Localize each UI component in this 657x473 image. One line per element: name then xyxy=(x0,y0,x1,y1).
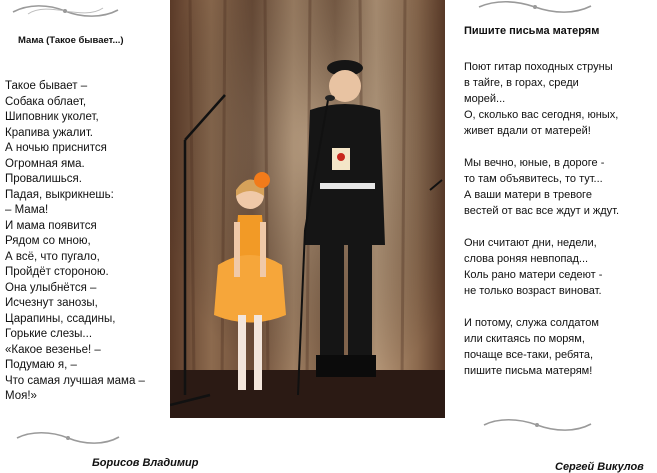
poem-line: Падая, выкрикнешь: xyxy=(5,188,114,201)
stage-photo-icon xyxy=(170,0,445,418)
flourish-ornament-icon xyxy=(13,431,123,445)
poem-line: О, сколько вас сегодня, юных, xyxy=(464,109,619,121)
poem-lines xyxy=(464,59,619,379)
poem-line: Мы вечно, юные, в дороге - xyxy=(464,157,605,169)
poem-lines xyxy=(5,79,145,405)
poem-line: Такое бывает – xyxy=(5,80,88,92)
poem-line: «Какое везенье! – xyxy=(5,343,101,356)
poem-line: Огромная яма. xyxy=(5,157,85,170)
poem-line: не только возраст виноват. xyxy=(464,285,602,297)
stanza-gap xyxy=(464,139,619,155)
poem-line: Что самая лучшая мама – xyxy=(5,374,145,387)
poem-title: Пишите письма матерям xyxy=(464,25,600,37)
poem-line: Пройдёт стороною. xyxy=(5,266,109,278)
poem-line: пишите письма матерям! xyxy=(464,365,593,377)
flourish-ornament-icon xyxy=(480,418,595,432)
poem-line: И мама появится xyxy=(5,219,97,232)
poem-line: Подумаю я, – xyxy=(5,359,77,371)
poem-line: А ночью приснится xyxy=(5,142,107,154)
poem-line: Исчезнут занозы, xyxy=(5,297,98,309)
poem-line: А всё, что пугало, xyxy=(5,250,100,263)
poem-line: Крапива ужалит. xyxy=(5,126,94,139)
stanza-gap xyxy=(464,219,619,235)
stanza-gap xyxy=(464,299,619,315)
poem-line: И потому, служа солдатом xyxy=(464,317,599,329)
poem-line: Рядом со мною, xyxy=(5,235,91,247)
poem-line: Горькие слезы... xyxy=(5,328,93,340)
poem-title: Мама (Такое бывает...) xyxy=(18,35,124,46)
poem-line: вестей от вас все ждут и ждут. xyxy=(464,205,620,217)
poem-line: А ваши матери в тревоге xyxy=(464,189,592,201)
poem-line: то там объявитесь, то тут... xyxy=(464,173,603,185)
poem-line: живет вдали от матерей! xyxy=(464,125,591,137)
poem-author: Борисов Владимир xyxy=(92,457,199,469)
poem-line: в тайге, в горах, среди xyxy=(464,77,579,89)
poem-line: Поют гитар походных струны xyxy=(464,61,613,73)
poem-line: Шиповник уколет, xyxy=(5,111,99,123)
poem-line: – Мама! xyxy=(5,204,49,216)
poem-line: Царапины, ссадины, xyxy=(5,312,116,325)
left-poem-column xyxy=(0,0,199,471)
poem-line: Коль рано матери седеют - xyxy=(464,269,603,281)
poem-line: Она улыбнётся – xyxy=(5,281,97,294)
stage-photo xyxy=(170,0,445,418)
poem-line: Моя!» xyxy=(5,390,37,402)
flourish-ornament-icon xyxy=(8,3,123,19)
poem-line: или скитаясь по морям, xyxy=(464,333,585,345)
poem-line: слова роняя невпопад... xyxy=(464,253,589,265)
poem-line: Провалишься. xyxy=(5,173,82,185)
poem-author: Сергей Викулов xyxy=(555,461,644,473)
poem-line: Они считают дни, недели, xyxy=(464,237,597,249)
poem-line: морей... xyxy=(464,93,506,105)
flourish-ornament-icon xyxy=(475,0,595,14)
right-poem-column xyxy=(455,0,657,471)
poem-line: Собака облает, xyxy=(5,95,87,108)
poem-line: почаще все-таки, ребята, xyxy=(464,349,594,361)
